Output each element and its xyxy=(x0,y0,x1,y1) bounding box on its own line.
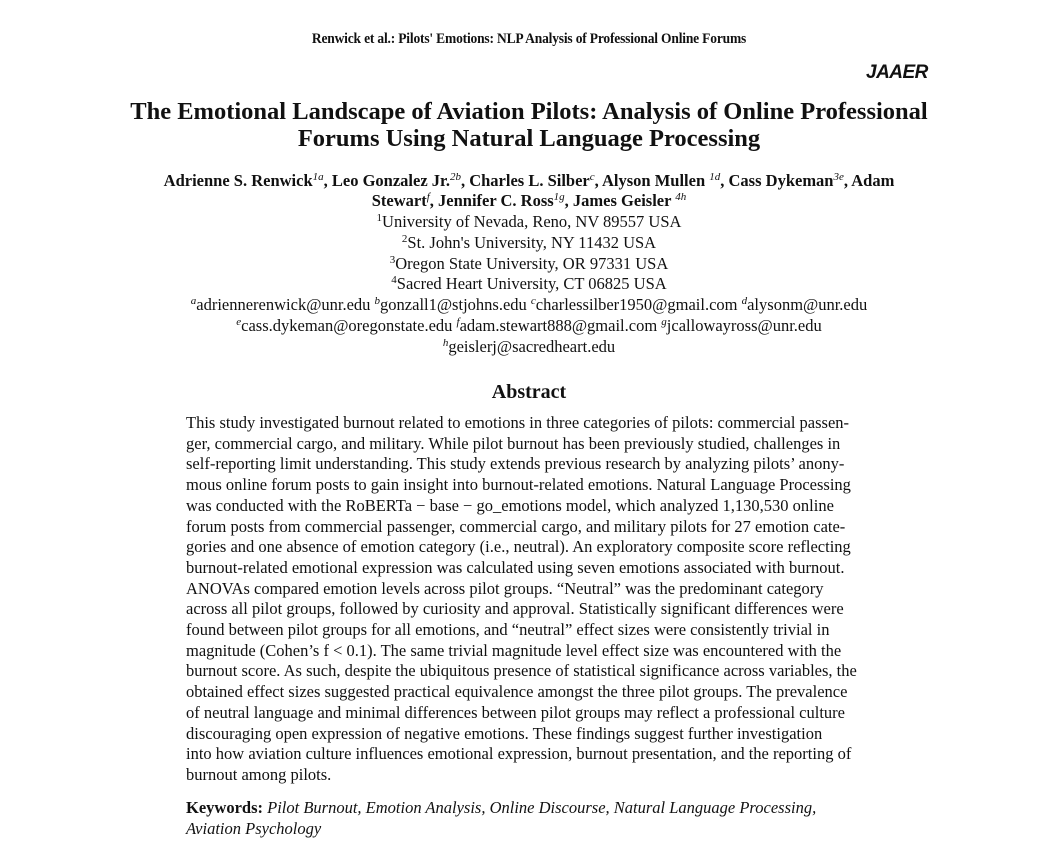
keywords-list: Pilot Burnout, Emotion Analysis, Online Discourse, Natural Language Processing, xyxy=(267,798,817,817)
affiliation: $^4$Sacred Heart University, CT 06825 USA xyxy=(391,274,667,294)
email-link[interactable]: gonzall1@stjohns.edu xyxy=(380,295,527,314)
svg-text:JAAER: JAAER xyxy=(866,62,928,82)
keywords-line: Aviation Psychology xyxy=(186,818,322,838)
email-list xyxy=(0,295,1058,357)
author-marker: 3e xyxy=(833,171,844,183)
abstract-line: self-reporting limit understanding. This study extends previous research by analyzing pilots’ anony- xyxy=(186,454,845,474)
abstract-line: burnout score. As such, despite the ubiquitous presence of statistical significance across variables, the xyxy=(186,661,857,681)
abstract-line: burnout among pilots. xyxy=(186,764,332,784)
email-link[interactable]: jcallowayross@unr.edu xyxy=(666,315,822,335)
keywords xyxy=(186,798,873,839)
title-line: The Emotional Landscape of Aviation Pilots: Analysis of Online Professional xyxy=(130,98,928,125)
journal-logo xyxy=(866,60,938,82)
author-marker: 1g xyxy=(553,191,565,203)
author-marker: 1a xyxy=(312,171,324,183)
email-link[interactable]: cass.dykeman@oregonstate.edu xyxy=(241,315,453,335)
author-marker: f xyxy=(426,191,430,203)
abstract-body xyxy=(186,413,873,786)
author-name: Cass Dykeman xyxy=(728,171,834,190)
email-line: $^h$geislerj@sacredheart.edu xyxy=(442,336,616,356)
author-name: Jennifer C. Ross xyxy=(438,191,554,210)
author-name-part: Adam xyxy=(851,171,895,190)
author-name: James Geisler xyxy=(572,191,672,210)
abstract-line: burnout-related emotional expression was calculated using seven emotions associated with burnout. xyxy=(186,557,845,577)
author-name-part: Stewart xyxy=(371,191,427,210)
author-marker: 1d xyxy=(709,171,721,183)
abstract-line: gories and one absence of emotion category (i.e., neutral). An exploratory composite score reflecting xyxy=(186,537,851,557)
affiliation: $^3$Oregon State University, OR 97331 USA xyxy=(389,253,669,273)
affiliation-list xyxy=(0,212,1058,295)
email-link[interactable]: geislerj@sacredheart.edu xyxy=(448,336,616,356)
abstract-line: magnitude (Cohen’s f < 0.1). The same trivial magnitude level effect size was encountered with the xyxy=(186,640,842,660)
email-link[interactable]: adriennerenwick@unr.edu xyxy=(196,295,371,314)
title-line: Forums Using Natural Language Processing xyxy=(297,125,761,152)
abstract-line: forum posts from commercial passenger, commercial cargo, and military pilots for 27 emotion cate- xyxy=(186,516,846,536)
paper-title xyxy=(90,98,968,152)
abstract-line: This study investigated burnout related to emotions in three categories of pilots: commercial passen- xyxy=(186,413,850,432)
abstract-line: into how aviation culture influences emotional expression, burnout presentation, and the reporting of xyxy=(186,744,852,764)
abstract-heading: Abstract xyxy=(491,381,567,403)
abstract-line: obtained effect sizes suggested practical equivalence amongst the three pilot groups. The prevalence xyxy=(186,682,848,702)
author-marker: 4h xyxy=(675,191,687,203)
abstract-line: ger, commercial cargo, and military. While pilot burnout has been previously studied, challenges in xyxy=(186,433,841,453)
author-name: Leo Gonzalez Jr. xyxy=(331,171,450,190)
jaaer-logo-icon xyxy=(866,60,938,82)
email-line: $^e$cass.dykeman@oregonstate.edu $^f$adam.stewart888@gmail.com $^g$jcallowayross@unr.edu xyxy=(236,315,822,335)
running-head: Renwick et al.: Pilots' Emotions: NLP Analysis of Professional Online Forums xyxy=(311,31,747,47)
abstract-line: across all pilot groups, followed by curiosity and approval. Statistically significant differences were xyxy=(186,599,844,619)
affiliation: $^2$St. John's University, NY 11432 USA xyxy=(401,232,657,252)
keywords-line xyxy=(186,798,873,819)
abstract-line: mous online forum posts to gain insight into burnout-related emotions. Natural Language Processing xyxy=(186,475,851,495)
author-name: Alyson Mullen xyxy=(601,171,706,190)
affiliation: $^1$University of Nevada, Reno, NV 89557 USA xyxy=(376,212,682,231)
abstract-line: ANOVAs compared emotion levels across pilot groups. “Neutral” was the predominant category xyxy=(186,578,824,598)
email-link[interactable]: alysonm@unr.edu xyxy=(747,295,868,314)
email-line: $^a$adriennerenwick@unr.edu $^b$gonzall1@stjohns.edu $^c$charlessilber1950@gmail.com $^d$alysonm@unr.edu xyxy=(190,295,868,314)
author-line: Stewart$^f$, Jennifer C. Ross$^{1g}$, James Geisler $^{4h}$ xyxy=(371,191,687,210)
email-link[interactable]: charlessilber1950@gmail.com xyxy=(535,295,738,314)
abstract-line: was conducted with the RoBERTa − base − go_emotions model, which analyzed 1,130,530 online xyxy=(186,495,834,515)
author-list xyxy=(110,171,948,211)
author-marker: c xyxy=(589,171,595,183)
author-name: Adrienne S. Renwick xyxy=(163,171,313,190)
abstract-line: discouraging open expression of negative emotions. These findings suggest further investigation xyxy=(186,723,823,743)
abstract-line: of neutral language and minimal differences between pilot groups may reflect a professional culture xyxy=(186,702,845,722)
author-name: Charles L. Silber xyxy=(469,171,590,190)
abstract-line: found between pilot groups for all emotions, and “neutral” effect sizes were consistently trivial in xyxy=(186,620,830,640)
email-link[interactable]: adam.stewart888@gmail.com xyxy=(459,315,658,335)
keywords-label: Keywords: xyxy=(186,798,263,817)
author-marker: 2b xyxy=(449,171,461,183)
author-line: Adrienne S. Renwick$^{1a}$, Leo Gonzalez Jr.$^{2b}$, Charles L. Silber$^c$, Alyson Mullen $^{1d}$, Cass Dykeman$^{3e}$, Adam xyxy=(163,171,895,190)
